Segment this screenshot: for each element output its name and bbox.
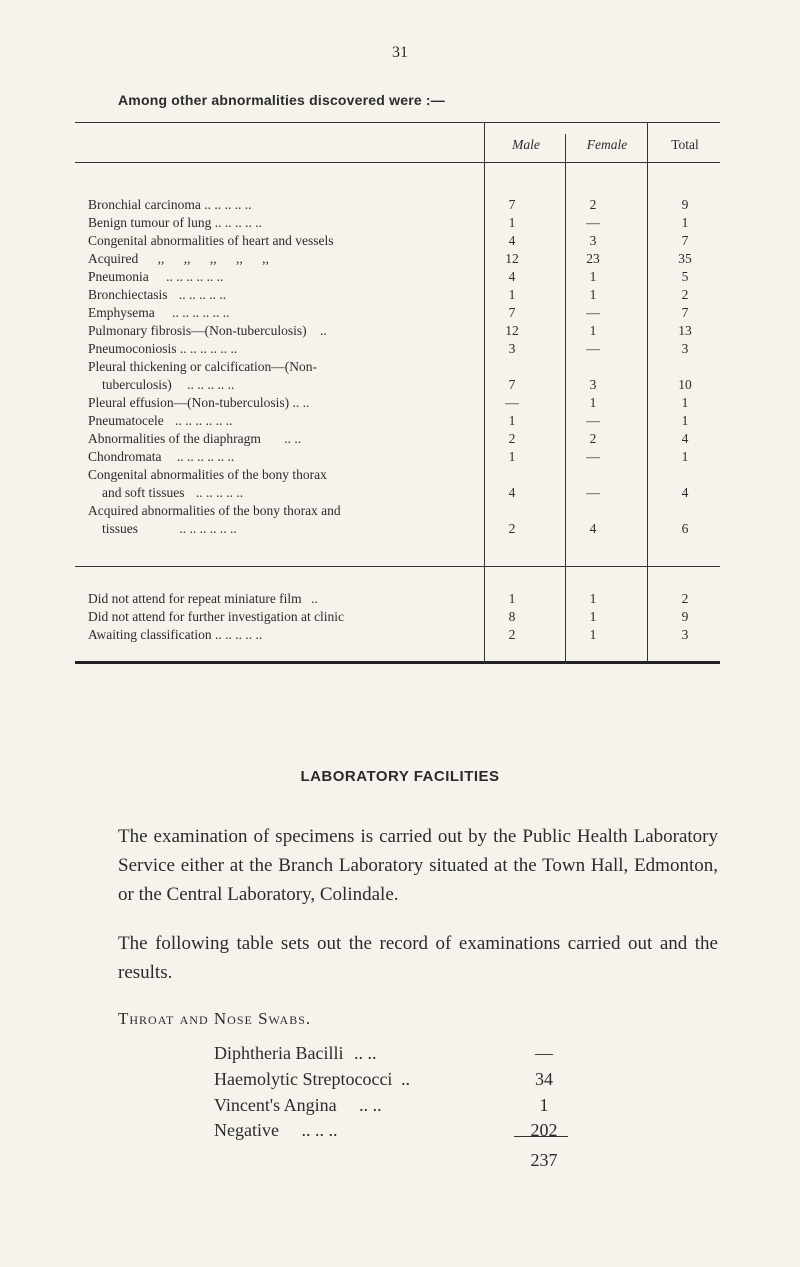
female-value: 1 — [589, 287, 597, 302]
table-row — [75, 322, 720, 340]
male-value: 7 — [508, 305, 516, 320]
table-section-rule — [75, 566, 720, 567]
female-value: 3 — [589, 233, 597, 248]
total-value: 3 — [681, 627, 689, 642]
table-row — [75, 232, 720, 250]
table-row — [75, 196, 720, 214]
swabs-total: 237 — [530, 1150, 558, 1170]
row-label: Awaiting classification .. .. .. .. .. — [88, 627, 263, 642]
total-value: 7 — [681, 305, 689, 320]
table-row — [75, 626, 720, 644]
total-value: 1 — [681, 413, 689, 428]
table-row — [75, 286, 720, 304]
paragraph-record-intro: The following table sets out the record of examinations carried out and the results. — [118, 933, 718, 983]
swab-label: Negative .. .. .. — [214, 1120, 338, 1140]
total-value: 10 — [678, 377, 692, 392]
male-value: 1 — [508, 287, 516, 302]
table-row — [75, 268, 720, 286]
row-label: Pulmonary fibrosis—(Non-tuberculosis) .. — [88, 323, 327, 338]
total-value: 9 — [681, 609, 689, 624]
female-value: 1 — [589, 627, 597, 642]
row-label: Emphysema .. .. .. .. .. .. — [88, 305, 230, 320]
male-value: 8 — [508, 609, 516, 624]
female-value: — — [586, 305, 600, 320]
total-value: 3 — [681, 341, 689, 356]
female-value: 2 — [589, 431, 597, 446]
row-label: Acquired abnormalities of the bony thorax and — [88, 503, 341, 518]
row-label: Pleural thickening or calcification—(Non- — [88, 359, 318, 374]
header-male: Male — [512, 137, 540, 152]
male-value: 4 — [508, 233, 516, 248]
female-value: 4 — [589, 521, 597, 536]
row-label: Pleural effusion—(Non-tuberculosis) .. .. — [88, 395, 310, 410]
total-value: 1 — [681, 215, 689, 230]
swabs-heading: Throat and Nose Swabs. — [118, 1009, 312, 1028]
table-row — [75, 358, 720, 376]
total-value: 6 — [681, 521, 689, 536]
female-value: 23 — [586, 251, 600, 266]
table-row — [75, 304, 720, 322]
list-item — [214, 1066, 574, 1092]
total-value: 5 — [681, 269, 689, 284]
female-value: 3 — [589, 377, 597, 392]
table-row — [75, 484, 720, 502]
table-row — [75, 520, 720, 538]
row-label-continued: tissues .. .. .. .. .. .. — [102, 521, 237, 536]
male-value: 2 — [508, 627, 516, 642]
male-value: — — [505, 395, 519, 410]
header-total: Total — [671, 137, 699, 152]
table-row — [75, 502, 720, 520]
section-title: LABORATORY FACILITIES — [300, 768, 500, 785]
list-item — [214, 1092, 574, 1118]
male-value: 1 — [508, 449, 516, 464]
table-row — [75, 340, 720, 358]
male-value: 12 — [505, 251, 519, 266]
male-value: 12 — [505, 323, 519, 338]
female-value: 1 — [589, 591, 597, 606]
total-value: 2 — [681, 591, 689, 606]
swab-value: — — [535, 1043, 553, 1063]
swab-value: 1 — [539, 1095, 549, 1115]
total-value: 35 — [678, 251, 692, 266]
female-value: — — [586, 485, 600, 500]
table-row — [75, 250, 720, 268]
male-value: 1 — [508, 591, 516, 606]
swab-value: 34 — [535, 1069, 553, 1089]
male-value: 1 — [508, 215, 516, 230]
swab-label: Haemolytic Streptococci .. — [214, 1069, 410, 1089]
table-bottom-rule — [75, 661, 720, 664]
total-value: 4 — [681, 431, 689, 446]
total-value: 7 — [681, 233, 689, 248]
table-row — [75, 608, 720, 626]
row-label: Pneumoconiosis .. .. .. .. .. .. — [88, 341, 238, 356]
swab-label: Diphtheria Bacilli .. .. — [214, 1043, 377, 1063]
paragraph-lab-service: The examination of specimens is carried out by the Public Health Laboratory Service either at the Branch Laboratory situated at the Town Hall, Edmonton, or the Central Laboratory, Colindale. — [118, 826, 718, 905]
row-label: Did not attend for repeat miniature film .. — [88, 591, 318, 606]
male-value: 7 — [508, 197, 516, 212]
row-label: Bronchial carcinoma .. .. .. .. .. — [88, 197, 252, 212]
row-label: Acquired ,, ,, ,, ,, ,, — [88, 251, 269, 266]
total-value: 13 — [678, 323, 692, 338]
row-label: Congenital abnormalities of the bony thorax — [88, 467, 327, 482]
row-label-continued: tuberculosis) .. .. .. .. .. — [102, 377, 235, 392]
swab-label: Vincent's Angina .. .. — [214, 1095, 382, 1115]
female-value: 1 — [589, 323, 597, 338]
row-label: Abnormalities of the diaphragm .. .. — [88, 431, 302, 446]
swab-value: 202 — [530, 1120, 558, 1140]
table-header-rule — [75, 162, 720, 163]
table-row — [75, 448, 720, 466]
row-label: Benign tumour of lung .. .. .. .. .. — [88, 215, 262, 230]
female-value: 1 — [589, 269, 597, 284]
row-label: Pneumatocele .. .. .. .. .. .. — [88, 413, 233, 428]
table-row — [75, 376, 720, 394]
male-value: 2 — [508, 521, 516, 536]
male-value: 3 — [508, 341, 516, 356]
table-row — [75, 466, 720, 484]
male-value: 4 — [508, 269, 516, 284]
row-label: Bronchiectasis .. .. .. .. .. — [88, 287, 227, 302]
row-label: Pneumonia .. .. .. .. .. .. — [88, 269, 224, 284]
row-label-continued: and soft tissues .. .. .. .. .. — [102, 485, 244, 500]
row-label: Did not attend for further investigation at clinic — [88, 609, 345, 624]
male-value: 7 — [508, 377, 516, 392]
intro-heading: Among other abnormalities discovered were :— — [118, 92, 445, 108]
female-value: 1 — [589, 395, 597, 410]
page-number: 31 — [392, 44, 408, 61]
header-female: Female — [586, 137, 628, 152]
female-value: — — [586, 449, 600, 464]
table-top-rule — [75, 122, 720, 123]
male-value: 2 — [508, 431, 516, 446]
total-rule — [514, 1136, 568, 1137]
list-item — [214, 1117, 574, 1143]
female-value: 2 — [589, 197, 597, 212]
list-item — [214, 1040, 574, 1066]
female-value: 1 — [589, 609, 597, 624]
row-label: Chondromata .. .. .. .. .. .. — [88, 449, 235, 464]
table-row — [75, 412, 720, 430]
table-row — [75, 214, 720, 232]
table-row — [75, 394, 720, 412]
total-value: 9 — [681, 197, 689, 212]
table-row — [75, 590, 720, 608]
female-value: — — [586, 413, 600, 428]
row-label: Congenital abnormalities of heart and vessels — [88, 233, 334, 248]
female-value: — — [586, 215, 600, 230]
total-value: 2 — [681, 287, 689, 302]
female-value: — — [586, 341, 600, 356]
table-row — [75, 430, 720, 448]
total-value: 1 — [681, 449, 689, 464]
male-value: 1 — [508, 413, 516, 428]
total-value: 4 — [681, 485, 689, 500]
total-value: 1 — [681, 395, 689, 410]
male-value: 4 — [508, 485, 516, 500]
